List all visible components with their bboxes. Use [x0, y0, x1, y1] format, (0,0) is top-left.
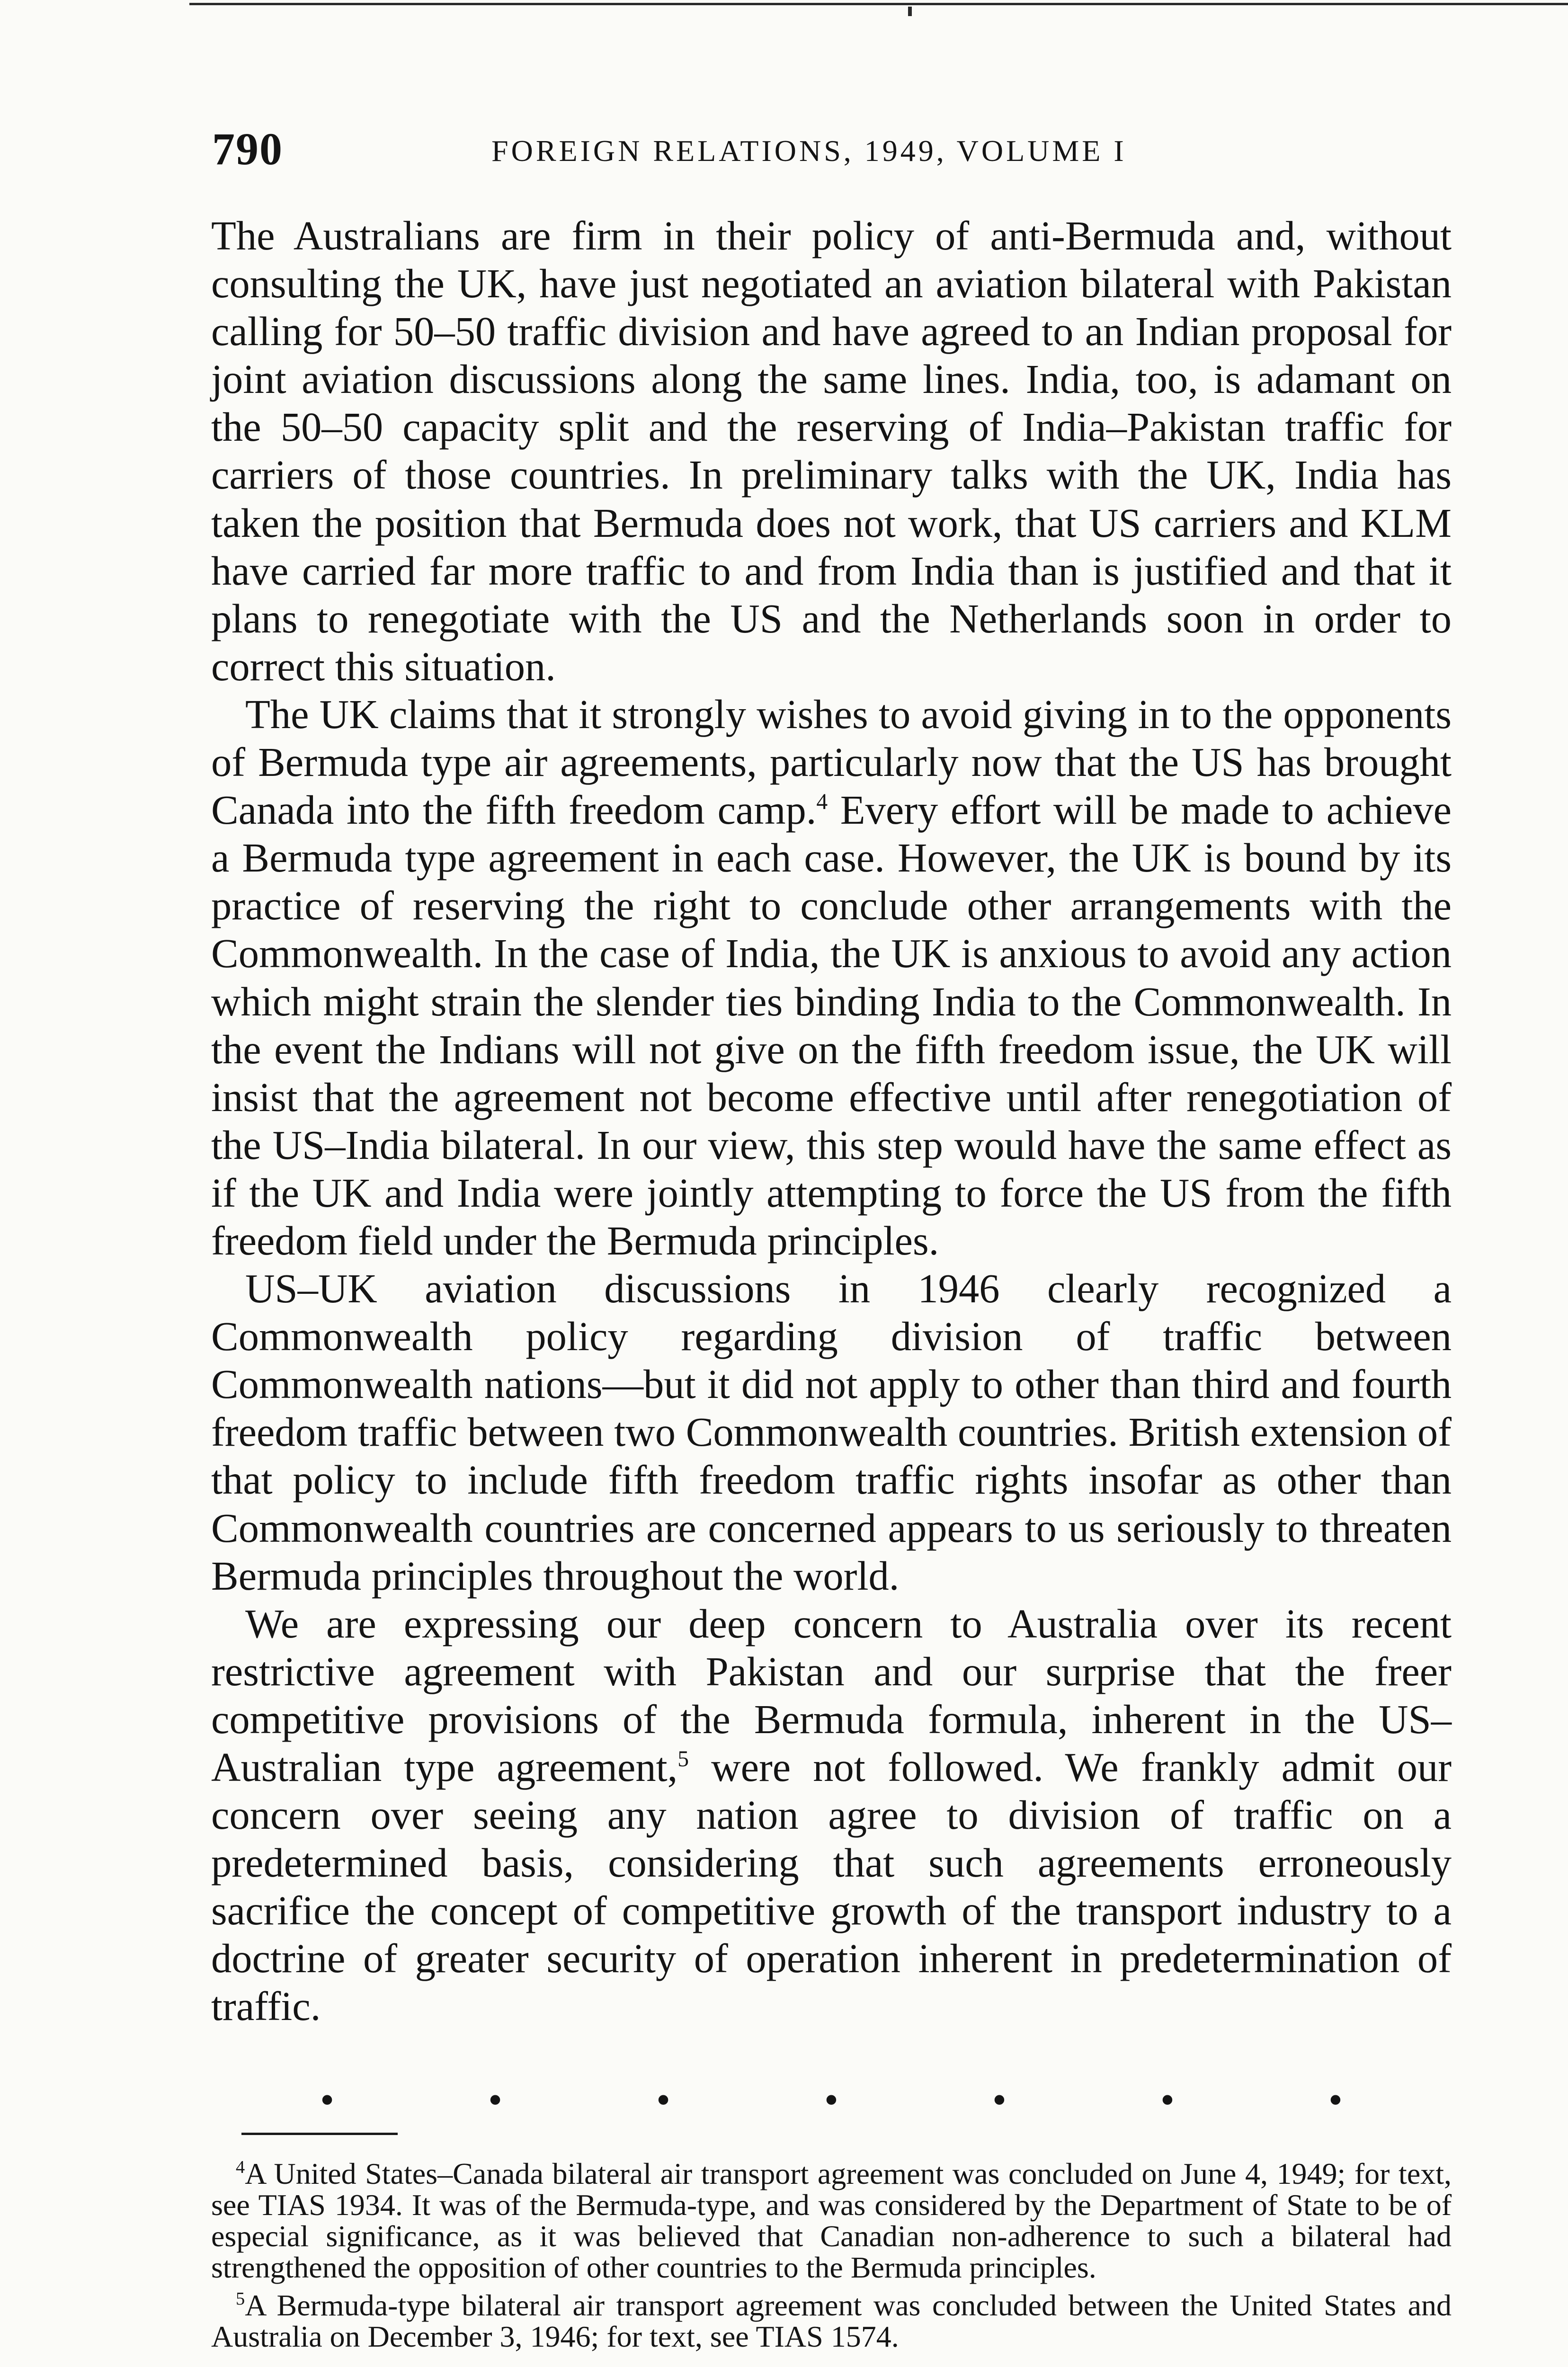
paragraph-4-part-a: We are expressing our deep concern to Australia over its recent restrictive agreement with Pakistan and our surprise that the freer competitive provisions of the Bermuda formula, inherent in the US–Australian type agreement,: [211, 1601, 1452, 1790]
paragraph-4: [211, 1600, 1452, 2031]
footnote-5: [211, 2283, 1452, 2352]
body-text: [211, 212, 1452, 2031]
ellipsis-dot: •: [824, 2077, 839, 2122]
paragraph-1: The Australians are firm in their policy of anti-Bermuda and, without consulting the UK, have just negotiated an aviation bilateral with Pakistan calling for 50–50 traffic division and have agreed to an Indian proposal for joint aviation discussions along the same lines. India, too, is adamant on the 50–50 capacity split and the reserving of India–Pakistan traffic for carriers of those countries. In preliminary talks with the UK, India has taken the position that Bermuda does not work, that US carriers and KLM have carried far more traffic to and from India than is justified and that it plans to renegotiate with the US and the Netherlands soon in order to correct this situation.: [211, 213, 1452, 689]
ellipsis-dot: •: [488, 2077, 503, 2122]
footnotes: [211, 2152, 1452, 2352]
ellipsis-dot: •: [656, 2077, 671, 2122]
ellipsis-dot: •: [1160, 2077, 1175, 2122]
running-head: FOREIGN RELATIONS, 1949, VOLUME I: [491, 134, 1127, 168]
footnote-4-mark: 4: [236, 2157, 245, 2177]
ellipsis-dot: •: [320, 2077, 335, 2122]
footnote-5-mark: 5: [236, 2289, 245, 2309]
page-header: [212, 121, 1452, 178]
paragraph-3: US–UK aviation discussions in 1946 clearly recognized a Commonwealth policy regarding division of traffic between Commonwealth nations—but it did not apply to other than third and fourth freedom traffic between two Commonwealth countries. British extension of that policy to include fifth freedom traffic rights insofar as other than Commonwealth countries are concerned appears to us seriously to threaten Bermuda principles throughout the world.: [211, 1266, 1452, 1599]
footnote-rule: [241, 2133, 398, 2135]
footnote-5-text: A Bermuda-type bilateral air transport agreement was concluded between the United States and Australia on December 3, 1946; for text, see TIAS 1574.: [211, 2288, 1452, 2354]
ellipsis-dot: •: [992, 2077, 1007, 2122]
omission-ellipsis: [211, 2077, 1452, 2122]
paragraph-4-part-b: were not followed. We frankly admit our concern over seeing any nation agree to division of traffic on a predetermined basis, considering that such agreements erroneously sacrifice the concept of competitive growth of the transport industry to a doctrine of greater security of operation inherent in predetermination of traffic.: [211, 1744, 1452, 2029]
paragraph-2-part-b: Every effort will be made to achieve a Bermuda type agreement in each case. However, the UK is bound by its practice of reserving the right to conclude other arrangements with the Commonwealth. In the case of India, the UK is anxious to avoid any action which might strain the slender ties binding India to the Commonwealth. In the event the Indians will not give on the fifth freedom issue, the UK will insist that the agreement not become effective until after renegotiation of the US–India bilateral. In our view, this step would have the same effect as if the UK and India were jointly attempting to force the US from the fifth freedom field under the Bermuda principles.: [211, 787, 1452, 1264]
footnote-ref-5: 5: [677, 1747, 689, 1772]
top-tick-mark: [908, 7, 912, 16]
paragraph-2-part-a: The UK claims that it strongly wishes to avoid giving in to the opponents of Bermuda type air agreements, particularly now that the US has brought Canada into the fifth freedom camp.: [211, 691, 1452, 833]
footnote-4-text: A United States–Canada bilateral air transport agreement was concluded on June 4, 1949; for text, see TIAS 1934. It was of the Bermuda-type, and was considered by the Department of State to be of especial significance, as it was believed that Canadian non-adherence to such a bilateral had strengthened the opposition of other countries to the Bermuda principles.: [211, 2157, 1452, 2285]
top-rule: [189, 3, 1568, 5]
page-number: 790: [212, 124, 283, 174]
ellipsis-dot: •: [1328, 2077, 1343, 2122]
paragraph-2: [211, 691, 1452, 1265]
footnote-ref-4: 4: [816, 790, 828, 815]
footnote-4: [211, 2152, 1452, 2283]
